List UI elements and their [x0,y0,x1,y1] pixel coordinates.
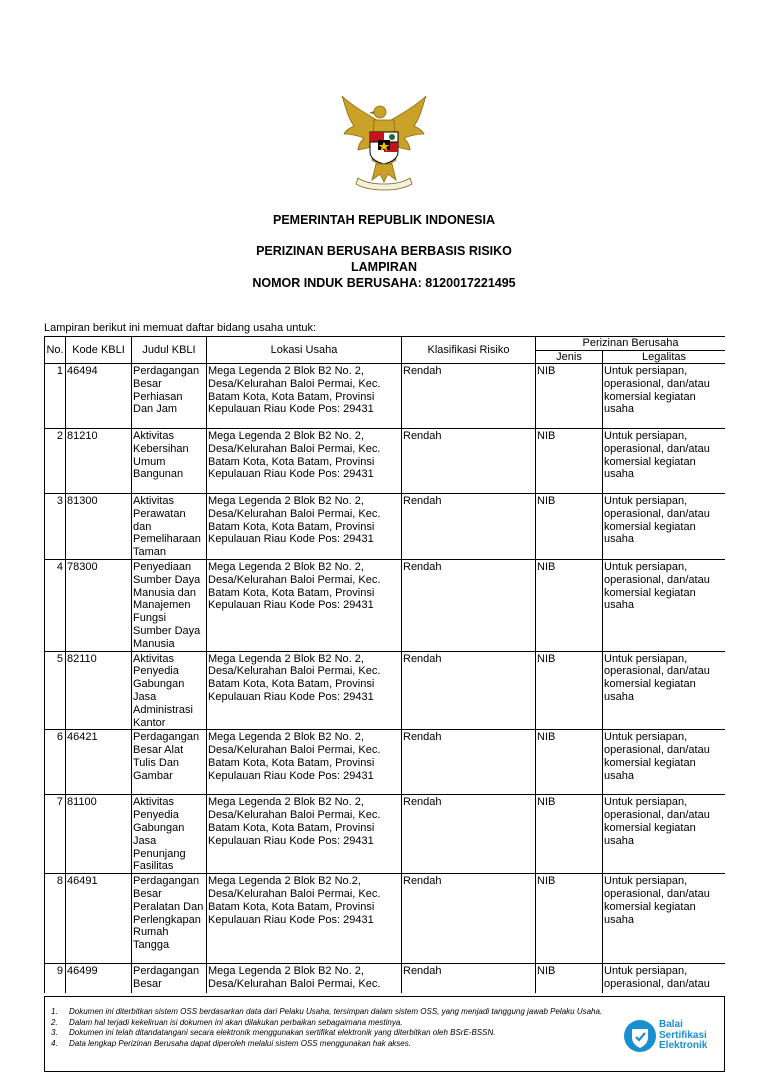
row-kode-kbli: 46491 [66,874,132,964]
row-lokasi-usaha: Mega Legenda 2 Blok B2 No. 2, Desa/Kelurahan Baloi Permai, Kec. Batam Kota, Kota Batam, Provinsi Kepulauan Riau Kode Pos: 29431 [207,559,402,651]
header-perizinan-berusaha: Perizinan Berusaha [536,337,726,351]
row-legalitas: Untuk persiapan, operasional, dan/atau komersial kegiatan usaha [603,429,726,494]
table-row [45,364,726,429]
note-number: 2. [51,1017,58,1027]
note-text: Dokumen ini diterbitkan sistem OSS berdasarkan data dari Pelaku Usaha, tersimpan dalam sistem OSS, yang menjadi tanggung jawab Pelaku Usaha. [69,1007,603,1016]
row-klasifikasi-risiko: Rendah [402,874,536,964]
row-lokasi-usaha: Mega Legenda 2 Blok B2 No. 2, Desa/Kelurahan Baloi Permai, Kec. Batam Kota, Kota Batam, Provinsi Kepulauan Riau Kode Pos: 29431 [207,651,402,730]
row-jenis: NIB [536,494,603,560]
header-kode-kbli: Kode KBLI [66,337,132,364]
row-judul-kbli: Perdagangan Besar [132,964,207,993]
row-judul-kbli: Perdagangan Besar Perhiasan Dan Jam [132,364,207,429]
row-jenis: NIB [536,651,603,730]
table-row [45,874,726,964]
nib-number: NOMOR INDUK BERUSAHA: 8120017221495 [252,276,516,290]
business-field-table [44,336,725,993]
row-lokasi-usaha: Mega Legenda 2 Blok B2 No. 2, Desa/Kelurahan Baloi Permai, Kec. Batam Kota, Kota Batam, Provinsi Kepulauan Riau Kode Pos: 29431 [207,364,402,429]
row-legalitas: Untuk persiapan, operasional, dan/atau komersial kegiatan usaha [603,795,726,874]
row-kode-kbli: 46421 [66,730,132,795]
table-row [45,559,726,651]
row-lokasi-usaha: Mega Legenda 2 Blok B2 No. 2, Desa/Kelurahan Baloi Permai, Kec. Batam Kota, Kota Batam, Provinsi Kepulauan Riau Kode Pos: 29431 [207,494,402,560]
row-lokasi-usaha: Mega Legenda 2 Blok B2 No.2, Desa/Kelurahan Baloi Permai, Kec. Batam Kota, Kota Batam, Provinsi Kepulauan Riau Kode Pos: 29431 [207,874,402,964]
row-jenis: NIB [536,429,603,494]
row-judul-kbli: Aktivitas Kebersihan Umum Bangunan [132,429,207,494]
footer-note [51,1028,611,1039]
row-no: 2 [45,429,66,494]
footer-note [51,1039,611,1050]
header-klasifikasi-risiko: Klasifikasi Risiko [402,337,536,364]
bsre-logo [623,1017,723,1057]
note-number: 3. [51,1028,58,1037]
intro-text: Lampiran berikut ini memuat daftar bidang usaha untuk: [44,322,317,334]
footer-notes-list [51,1007,611,1049]
row-kode-kbli: 81210 [66,429,132,494]
row-judul-kbli: Aktivitas Perawatan dan Pemeliharaan Taman [132,494,207,560]
note-number: 1. [51,1007,58,1016]
row-kode-kbli: 81100 [66,795,132,874]
row-legalitas: Untuk persiapan, operasional, dan/atau komersial kegiatan usaha [603,494,726,560]
row-jenis: NIB [536,795,603,874]
row-klasifikasi-risiko: Rendah [402,964,536,993]
row-jenis: NIB [536,730,603,795]
government-title: PEMERINTAH REPUBLIK INDONESIA [272,213,495,227]
row-no: 5 [45,651,66,730]
row-judul-kbli: Aktivitas Penyedia Gabungan Jasa Penunjang Fasilitas [132,795,207,874]
footer-note [51,1007,611,1018]
bsre-shield-icon [623,1017,657,1055]
row-klasifikasi-risiko: Rendah [402,651,536,730]
note-text: Dokumen ini telah ditandatangani secara elektronik menggunakan sertifikat elektronik yang diterbitkan oleh BSrE-BSSN. [69,1028,496,1037]
header-no: No. [45,337,66,364]
row-jenis: NIB [536,964,603,993]
row-no: 9 [45,964,66,993]
table-row [45,429,726,494]
row-klasifikasi-risiko: Rendah [402,364,536,429]
row-legalitas: Untuk persiapan, operasional, dan/atau komersial kegiatan usaha [603,874,726,964]
row-klasifikasi-risiko: Rendah [402,559,536,651]
row-klasifikasi-risiko: Rendah [402,795,536,874]
row-no: 3 [45,494,66,560]
row-lokasi-usaha: Mega Legenda 2 Blok B2 No. 2, Desa/Kelurahan Baloi Permai, Kec. Batam Kota, Kota Batam, Provinsi Kepulauan Riau Kode Pos: 29431 [207,795,402,874]
table-row [45,730,726,795]
row-kode-kbli: 78300 [66,559,132,651]
row-no: 7 [45,795,66,874]
header-jenis: Jenis [536,351,603,364]
header-legalitas: Legalitas [603,351,726,364]
row-jenis: NIB [536,364,603,429]
row-jenis: NIB [536,874,603,964]
attachment-title: LAMPIRAN [351,260,417,274]
row-lokasi-usaha: Mega Legenda 2 Blok B2 No. 2, Desa/Kelurahan Baloi Permai, Kec. [207,964,402,993]
row-jenis: NIB [536,559,603,651]
bsre-line-1: Balai [659,1019,683,1030]
row-klasifikasi-risiko: Rendah [402,429,536,494]
row-legalitas: Untuk persiapan, operasional, dan/atau [603,964,726,993]
row-judul-kbli: Penyediaan Sumber Daya Manusia dan Manajemen Fungsi Sumber Daya Manusia [132,559,207,651]
note-number: 4. [51,1038,58,1048]
bsre-line-2: Sertifikasi [659,1029,707,1041]
permit-title: PERIZINAN BERUSAHA BERBASIS RISIKO [256,244,512,258]
header-judul-kbli: Judul KBLI [132,337,207,364]
table-row [45,964,726,993]
row-kode-kbli: 82110 [66,651,132,730]
table-row [45,494,726,560]
note-text: Data lengkap Perizinan Berusaha dapat diperoleh melalui sistem OSS menggunakan hak akses. [69,1038,411,1048]
row-judul-kbli: Aktivitas Penyedia Gabungan Jasa Administrasi Kantor [132,651,207,730]
row-judul-kbli: Perdagangan Besar Alat Tulis Dan Gambar [132,730,207,795]
row-kode-kbli: 46494 [66,364,132,429]
row-legalitas: Untuk persiapan, operasional, dan/atau komersial kegiatan usaha [603,730,726,795]
footer-notes-box [44,996,725,1072]
table-row [45,651,726,730]
row-legalitas: Untuk persiapan, operasional, dan/atau komersial kegiatan usaha [603,364,726,429]
row-judul-kbli: Perdagangan Besar Peralatan Dan Perlengkapan Rumah Tangga [132,874,207,964]
row-lokasi-usaha: Mega Legenda 2 Blok B2 No. 2, Desa/Kelurahan Baloi Permai, Kec. Batam Kota, Kota Batam, Provinsi Kepulauan Riau Kode Pos: 29431 [207,429,402,494]
row-legalitas: Untuk persiapan, operasional, dan/atau komersial kegiatan usaha [603,559,726,651]
bsre-wordmark [659,1020,707,1052]
header-lokasi-usaha: Lokasi Usaha [207,337,402,364]
row-no: 1 [45,364,66,429]
row-klasifikasi-risiko: Rendah [402,494,536,560]
row-no: 6 [45,730,66,795]
row-no: 8 [45,874,66,964]
row-kode-kbli: 46499 [66,964,132,993]
row-no: 4 [45,559,66,651]
row-legalitas: Untuk persiapan, operasional, dan/atau komersial kegiatan usaha [603,651,726,730]
note-text: Dalam hal terjadi kekeliruan isi dokumen ini akan dilakukan perbaikan sebagaimana mestinya. [69,1017,403,1027]
footer-note [51,1018,611,1029]
bsre-line-3: Elektronik [659,1040,708,1051]
row-klasifikasi-risiko: Rendah [402,730,536,795]
row-kode-kbli: 81300 [66,494,132,560]
row-lokasi-usaha: Mega Legenda 2 Blok B2 No. 2, Desa/Kelurahan Baloi Permai, Kec. Batam Kota, Kota Batam, Provinsi Kepulauan Riau Kode Pos: 29431 [207,730,402,795]
garuda-emblem [336,94,432,194]
table-row [45,795,726,874]
